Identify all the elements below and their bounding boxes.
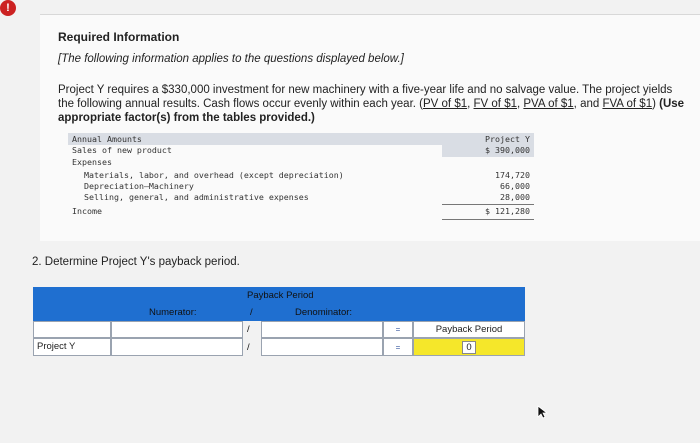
intro-text: Project Y requires a $330,000 investment for new machinery with a five-year life and no salvage value. The project yields the following annual results. Cash flows occur evenly within each year. ( <box>58 84 673 110</box>
result-label: Payback Period <box>413 321 525 338</box>
and-text: and <box>580 98 600 110</box>
divide-symbol: / <box>250 307 253 318</box>
payback-subheader-bar-eq <box>383 304 413 321</box>
total-rule <box>442 219 534 220</box>
required-information-subtitle: [The following information applies to the questions displayed below.] <box>58 53 404 65</box>
subtotal-rule <box>442 204 534 205</box>
instruction-bold: (Use appropriate factor(s) from the tables provided.) <box>58 98 685 124</box>
close-paren: ) <box>652 98 656 110</box>
denominator-label: Denominator: <box>295 307 353 318</box>
row-label-selling: Selling, general, and administrative expenses <box>84 192 309 202</box>
divide-symbol: / <box>247 324 250 335</box>
question-text: 2. Determine Project Y's payback period. <box>32 256 240 268</box>
numerator-input[interactable] <box>112 342 242 358</box>
payback-subheader-bar-result <box>413 304 525 321</box>
row-label-income: Income <box>72 206 102 216</box>
denominator-input[interactable] <box>262 342 382 358</box>
equals-symbol: = <box>383 321 413 338</box>
divide-symbol: / <box>247 342 250 353</box>
link-fv-of-1[interactable]: FV of $1 <box>473 98 517 110</box>
blank-cell <box>111 321 243 338</box>
numerator-cell[interactable] <box>111 338 243 356</box>
separator: , <box>516 98 524 110</box>
link-pv-of-1[interactable]: PV of $1 <box>423 98 468 110</box>
row-label-materials: Materials, labor, and overhead (except depreciation) <box>84 170 344 180</box>
separator: , <box>467 98 474 110</box>
row-blank-label <box>33 321 111 338</box>
row-label-sales: Sales of new product <box>72 145 172 155</box>
row-value-selling: 28,000 <box>500 192 530 202</box>
payback-period-table <box>33 287 525 357</box>
row-value-income: $ 121,280 <box>485 206 530 216</box>
required-information-panel <box>40 14 700 241</box>
header-project-y: Project Y <box>485 134 530 144</box>
problem-description <box>58 83 688 125</box>
separator: , <box>573 98 581 110</box>
denominator-cell[interactable] <box>261 338 383 356</box>
row-label-expenses: Expenses <box>72 157 112 167</box>
payback-result-cell <box>413 338 525 356</box>
equals-symbol: = <box>383 338 413 356</box>
row-label-project-y: Project Y <box>33 338 111 356</box>
row-label-depreciation: Depreciation—Machinery <box>84 181 194 191</box>
link-pva-of-1[interactable]: PVA of $1 <box>523 98 574 110</box>
financial-statement <box>68 133 534 241</box>
payback-title: Payback Period <box>247 290 314 301</box>
row-value-depreciation: 66,000 <box>500 181 530 191</box>
row-value-sales: $ 390,000 <box>485 145 530 155</box>
link-fva-of-1[interactable]: FVA of $1 <box>602 98 653 110</box>
mouse-cursor-icon <box>537 405 549 419</box>
required-information-title: Required Information <box>58 30 180 44</box>
blank-cell <box>261 321 383 338</box>
alert-icon: ! <box>0 0 16 16</box>
header-annual-amounts: Annual Amounts <box>72 134 142 144</box>
numerator-label: Numerator: <box>149 307 197 318</box>
row-value-materials: 174,720 <box>495 170 530 180</box>
payback-result-value: 0 <box>462 341 475 354</box>
